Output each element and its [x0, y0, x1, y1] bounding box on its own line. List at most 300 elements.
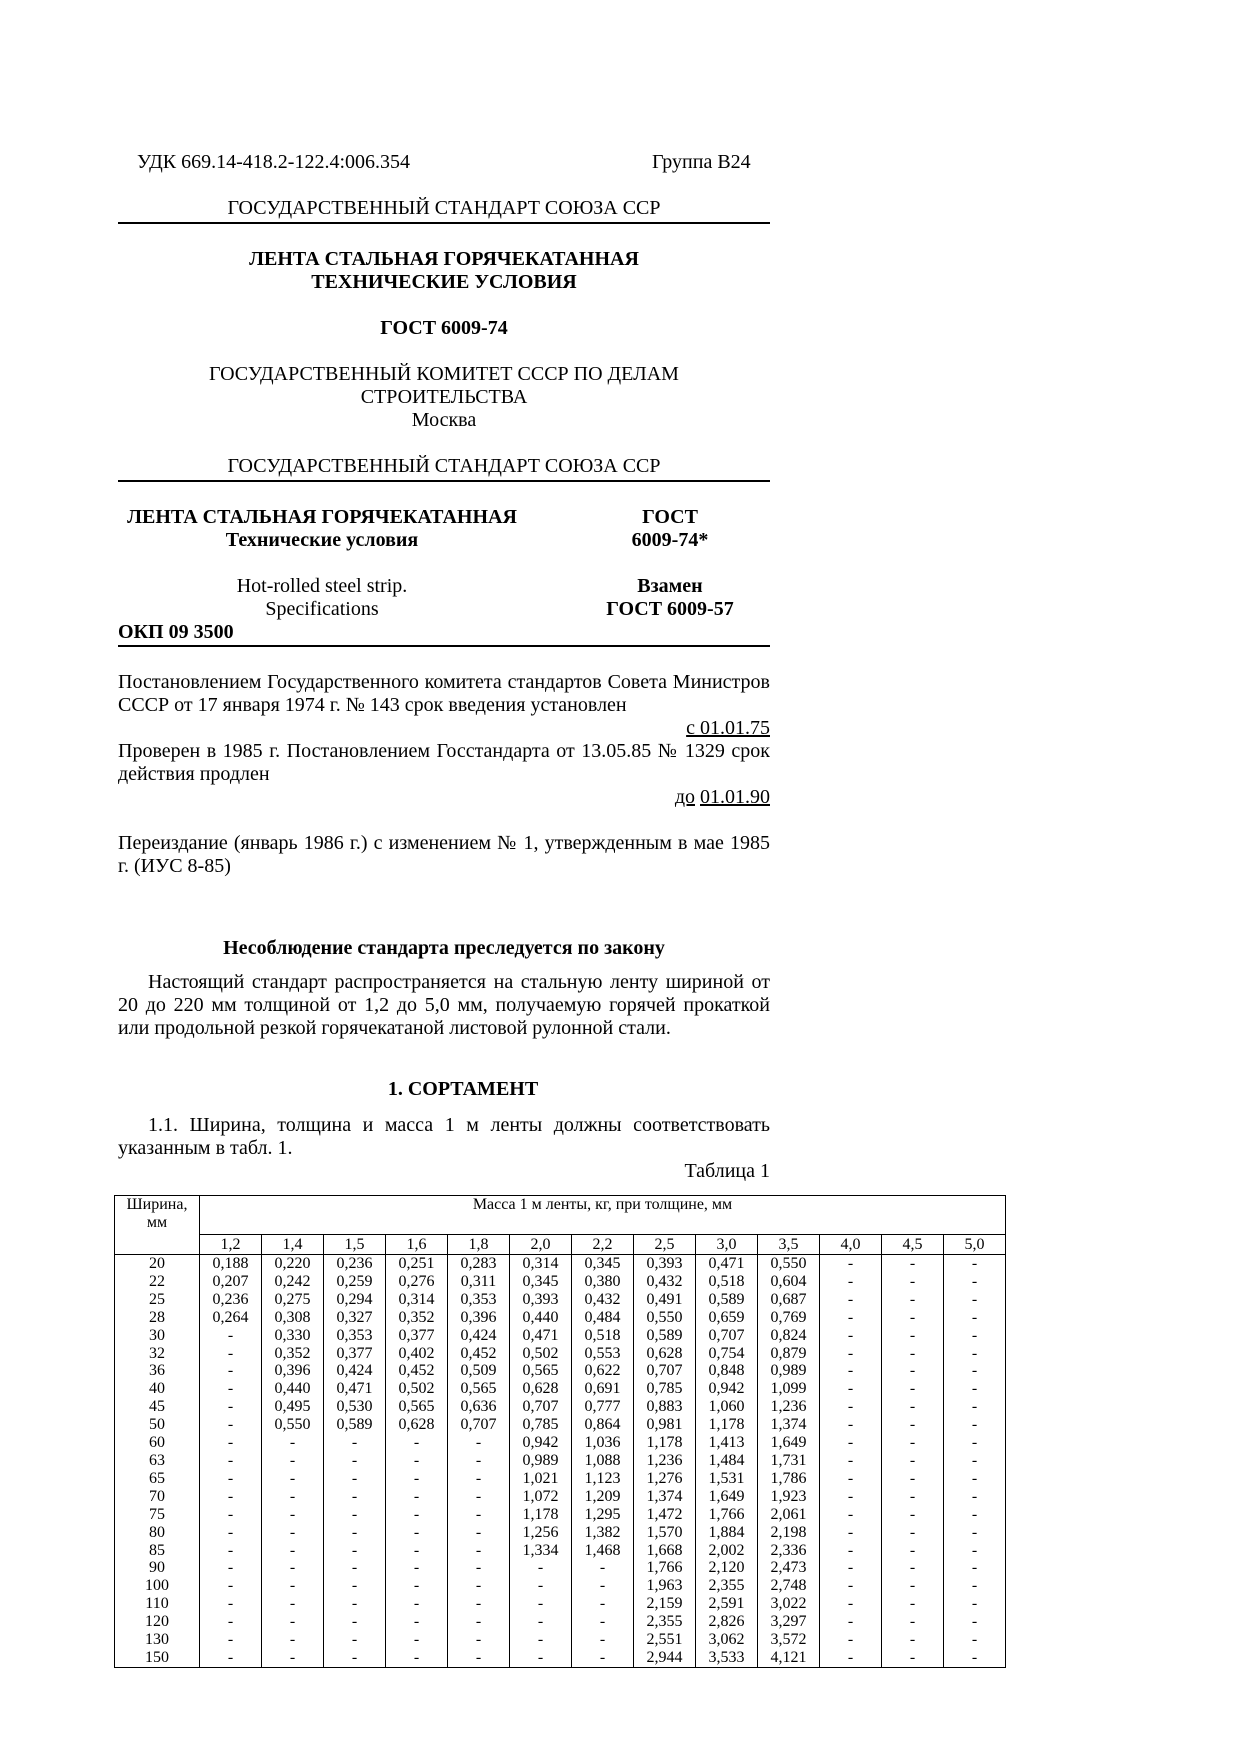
mass-cell: 0,283 [448, 1255, 510, 1273]
section-title: 1. СОРТАМЕНТ [387, 1078, 539, 1100]
mass-cell: - [448, 1488, 510, 1506]
mass-cell: 1,531 [696, 1470, 758, 1488]
mass-cell: 1,766 [634, 1559, 696, 1577]
mass-cell: 0,440 [262, 1380, 324, 1398]
mass-cell: - [386, 1613, 448, 1631]
mass-cell: - [820, 1577, 882, 1595]
width-cell: 150 [115, 1649, 200, 1667]
mass-cell: - [882, 1649, 944, 1667]
mass-cell: 0,396 [448, 1309, 510, 1327]
mass-cell: 1,123 [572, 1470, 634, 1488]
mass-cell: - [944, 1631, 1006, 1649]
title-ru [118, 506, 526, 552]
table-row [115, 1559, 1006, 1577]
table-caption: Таблица 1 [684, 1160, 770, 1182]
mass-cell: - [386, 1649, 448, 1667]
mass-cell: 0,785 [510, 1416, 572, 1434]
mass-cell: 1,884 [696, 1524, 758, 1542]
thickness-header: 5,0 [944, 1235, 1006, 1255]
mass-cell: 0,327 [324, 1309, 386, 1327]
mass-cell: - [200, 1470, 262, 1488]
mass-cell: - [448, 1452, 510, 1470]
mass-cell: - [572, 1577, 634, 1595]
mass-cell: - [200, 1649, 262, 1667]
thickness-header: 1,2 [200, 1235, 262, 1255]
mass-cell: - [262, 1649, 324, 1667]
mass-cell: 1,649 [758, 1434, 820, 1452]
mass-cell: - [882, 1309, 944, 1327]
mass-cell: - [820, 1559, 882, 1577]
mass-cell: - [944, 1398, 1006, 1416]
mass-cell: 0,687 [758, 1291, 820, 1309]
mass-cell: - [262, 1488, 324, 1506]
mass-cell: - [882, 1255, 944, 1273]
effective-date: с 01.01.75 [686, 717, 770, 739]
mass-cell: 0,824 [758, 1327, 820, 1345]
mass-cell: 0,550 [262, 1416, 324, 1434]
mass-cell: 0,294 [324, 1291, 386, 1309]
mass-cell: 0,942 [696, 1380, 758, 1398]
width-cell: 120 [115, 1613, 200, 1631]
mass-cell: 0,989 [758, 1362, 820, 1380]
table-row [115, 1273, 1006, 1291]
mass-cell: - [882, 1380, 944, 1398]
mass-cell: - [200, 1488, 262, 1506]
width-cell: 65 [115, 1470, 200, 1488]
mass-cell: 1,731 [758, 1452, 820, 1470]
mass-cell: 1,766 [696, 1506, 758, 1524]
width-cell: 90 [115, 1559, 200, 1577]
mass-cell: - [200, 1362, 262, 1380]
mass-cell: - [200, 1542, 262, 1560]
group-code: Группа В24 [652, 151, 751, 173]
mass-cell: 0,432 [572, 1291, 634, 1309]
mass-cell: 0,311 [448, 1273, 510, 1291]
table-row [115, 1291, 1006, 1309]
mass-cell: - [386, 1631, 448, 1649]
mass-cell: 0,691 [572, 1380, 634, 1398]
width-cell: 63 [115, 1452, 200, 1470]
mass-cell: - [324, 1613, 386, 1631]
thickness-header: 3,5 [758, 1235, 820, 1255]
mass-cell: 0,879 [758, 1345, 820, 1363]
mass-cell: - [262, 1452, 324, 1470]
width-cell: 75 [115, 1506, 200, 1524]
mass-cell: 0,259 [324, 1273, 386, 1291]
mass-cell: - [882, 1398, 944, 1416]
mass-cell: 1,374 [634, 1488, 696, 1506]
width-cell: 130 [115, 1631, 200, 1649]
width-cell: 85 [115, 1542, 200, 1560]
mass-cell: 2,355 [634, 1613, 696, 1631]
mass-cell: - [820, 1542, 882, 1560]
mass-cell: - [882, 1273, 944, 1291]
mass-cell: - [386, 1488, 448, 1506]
table-row [115, 1577, 1006, 1595]
mass-cell: 0,402 [386, 1345, 448, 1363]
mass-cell: 0,509 [448, 1362, 510, 1380]
mass-cell: - [820, 1380, 882, 1398]
mass-cell: - [882, 1577, 944, 1595]
title-en-line: Hot-rolled steel strip. [236, 575, 408, 597]
mass-cell: - [324, 1577, 386, 1595]
mass-cell: - [448, 1613, 510, 1631]
mass-cell: - [820, 1595, 882, 1613]
table-row [115, 1524, 1006, 1542]
mass-cell: 0,452 [448, 1345, 510, 1363]
mass-cell: 0,264 [200, 1309, 262, 1327]
mass-cell: 1,060 [696, 1398, 758, 1416]
mass-cell: - [944, 1434, 1006, 1452]
table-row [115, 1398, 1006, 1416]
table-row [115, 1488, 1006, 1506]
mass-cell: - [386, 1524, 448, 1542]
mass-cell: - [882, 1488, 944, 1506]
mass-cell: 0,207 [200, 1273, 262, 1291]
table-row [115, 1434, 1006, 1452]
width-column-header: Ширина, мм [115, 1196, 200, 1255]
cover-title-line1: ЛЕНТА СТАЛЬНАЯ ГОРЯЧЕКАТАННАЯ [249, 248, 639, 270]
mass-cell: 0,502 [510, 1345, 572, 1363]
mass-cell: - [944, 1452, 1006, 1470]
mass-cell: - [944, 1327, 1006, 1345]
mass-cell: 1,484 [696, 1452, 758, 1470]
mass-cell: - [820, 1273, 882, 1291]
mass-cell: 0,628 [386, 1416, 448, 1434]
mass-cell: 0,236 [200, 1291, 262, 1309]
table-row [115, 1416, 1006, 1434]
mass-cell: 1,236 [634, 1452, 696, 1470]
mass-cell: 0,530 [324, 1398, 386, 1416]
mass-cell: - [820, 1470, 882, 1488]
mass-cell: - [944, 1416, 1006, 1434]
mass-cell: 0,518 [696, 1273, 758, 1291]
mass-cell: 0,471 [510, 1327, 572, 1345]
mass-cell: - [944, 1309, 1006, 1327]
mass-cell: - [262, 1524, 324, 1542]
mass-cell: 1,374 [758, 1416, 820, 1434]
mass-cell: 0,345 [572, 1255, 634, 1273]
mass-cell: - [262, 1470, 324, 1488]
cover-title [118, 248, 770, 294]
mass-cell: - [200, 1524, 262, 1542]
mass-cell: 0,565 [448, 1380, 510, 1398]
mass-cell: 1,786 [758, 1470, 820, 1488]
mass-cell: - [944, 1524, 1006, 1542]
mass-cell: - [200, 1452, 262, 1470]
mass-cell: 1,256 [510, 1524, 572, 1542]
width-cell: 70 [115, 1488, 200, 1506]
replaces-block [580, 575, 760, 621]
mass-cell: - [200, 1631, 262, 1649]
mass-cell: - [386, 1542, 448, 1560]
mass-cell: 0,330 [262, 1327, 324, 1345]
mass-cell: 1,036 [572, 1434, 634, 1452]
mass-cell: - [324, 1506, 386, 1524]
mass-cell: - [510, 1577, 572, 1595]
mass-cell: 0,628 [634, 1345, 696, 1363]
thickness-header: 4,5 [882, 1235, 944, 1255]
mass-cell: - [448, 1649, 510, 1667]
mass-cell: - [262, 1613, 324, 1631]
table-row [115, 1595, 1006, 1613]
mass-cell: - [200, 1595, 262, 1613]
thickness-header: 1,6 [386, 1235, 448, 1255]
mass-cell: - [944, 1470, 1006, 1488]
mass-cell: - [324, 1649, 386, 1667]
thickness-header: 1,4 [262, 1235, 324, 1255]
mass-cell: 0,484 [572, 1309, 634, 1327]
mass-cell: 1,088 [572, 1452, 634, 1470]
extended-prefix: до [674, 786, 695, 808]
mass-cell: 3,533 [696, 1649, 758, 1667]
mass-cell: - [448, 1434, 510, 1452]
mass-cell: 0,785 [634, 1380, 696, 1398]
reissue-text: Переиздание (январь 1986 г.) с изменением № 1, утвержденным в мае 1985 г. (ИУС 8-85) [118, 832, 770, 877]
mass-cell: - [386, 1434, 448, 1452]
mass-cell: 2,473 [758, 1559, 820, 1577]
mass-cell: 2,120 [696, 1559, 758, 1577]
width-cell: 25 [115, 1291, 200, 1309]
width-cell: 20 [115, 1255, 200, 1273]
mass-cell: 1,021 [510, 1470, 572, 1488]
mass-cell: 1,668 [634, 1542, 696, 1560]
mass-cell: 1,570 [634, 1524, 696, 1542]
mass-cell: - [944, 1542, 1006, 1560]
mass-cell: - [882, 1452, 944, 1470]
mass-cell: - [200, 1506, 262, 1524]
mass-cell: 1,963 [634, 1577, 696, 1595]
mass-header: Масса 1 м ленты, кг, при толщине, мм [200, 1196, 1006, 1235]
mass-cell: 0,377 [324, 1345, 386, 1363]
mass-cell: 0,251 [386, 1255, 448, 1273]
mass-cell: 2,551 [634, 1631, 696, 1649]
table-row [115, 1327, 1006, 1345]
mass-cell: 0,754 [696, 1345, 758, 1363]
mass-cell: - [448, 1506, 510, 1524]
mass-cell: - [262, 1542, 324, 1560]
scope-paragraph: Настоящий стандарт распространяется на стальную ленту шириной от 20 до 220 мм толщиной от 1,2 до 5,0 мм, получаемую горячей прокаткой или продольной резкой горячекатаной листовой рулонной стали. [118, 971, 770, 1039]
mass-cell: 0,589 [324, 1416, 386, 1434]
mass-cell: 0,424 [448, 1327, 510, 1345]
mass-cell: 0,352 [262, 1345, 324, 1363]
mass-cell: 0,981 [634, 1416, 696, 1434]
mass-cell: - [262, 1434, 324, 1452]
mass-cell: - [324, 1434, 386, 1452]
mass-cell: - [200, 1345, 262, 1363]
mass-cell: - [944, 1380, 1006, 1398]
subtitle-en: Specifications [265, 598, 379, 620]
mass-cell: - [510, 1559, 572, 1577]
width-cell: 100 [115, 1577, 200, 1595]
mass-cell: - [200, 1559, 262, 1577]
mass-cell: 0,471 [324, 1380, 386, 1398]
table-row [115, 1380, 1006, 1398]
mass-cell: 0,353 [448, 1291, 510, 1309]
thickness-header: 2,0 [510, 1235, 572, 1255]
mass-cell: - [510, 1649, 572, 1667]
mass-cell: 0,707 [634, 1362, 696, 1380]
mass-cell: 2,061 [758, 1506, 820, 1524]
mass-cell: - [944, 1506, 1006, 1524]
mass-cell: - [386, 1595, 448, 1613]
mass-table [114, 1195, 1006, 1668]
warning: Несоблюдение стандарта преследуется по закону [223, 937, 665, 959]
mass-cell: - [262, 1559, 324, 1577]
mass-cell: 0,380 [572, 1273, 634, 1291]
mass-cell: - [882, 1345, 944, 1363]
mass-cell: 1,413 [696, 1434, 758, 1452]
divider [118, 645, 770, 647]
mass-cell: - [820, 1506, 882, 1524]
mass-cell: - [944, 1595, 1006, 1613]
mass-cell: 2,159 [634, 1595, 696, 1613]
mass-cell: 2,336 [758, 1542, 820, 1560]
table-row [115, 1452, 1006, 1470]
mass-cell: 0,707 [696, 1327, 758, 1345]
replaces-gost: ГОСТ 6009-57 [606, 598, 734, 620]
mass-cell: - [882, 1434, 944, 1452]
mass-cell: 1,072 [510, 1488, 572, 1506]
mass-cell: - [200, 1398, 262, 1416]
mass-cell: 0,440 [510, 1309, 572, 1327]
mass-cell: - [882, 1595, 944, 1613]
width-cell: 80 [115, 1524, 200, 1542]
mass-cell: - [386, 1559, 448, 1577]
mass-cell: - [944, 1613, 1006, 1631]
mass-cell: - [820, 1452, 882, 1470]
mass-cell: 1,382 [572, 1524, 634, 1542]
table-row [115, 1613, 1006, 1631]
mass-cell: 3,572 [758, 1631, 820, 1649]
mass-cell: - [820, 1398, 882, 1416]
mass-cell: - [882, 1416, 944, 1434]
mass-cell: 1,099 [758, 1380, 820, 1398]
mass-cell: 1,236 [758, 1398, 820, 1416]
mass-cell: - [386, 1470, 448, 1488]
mass-cell: 1,295 [572, 1506, 634, 1524]
mass-cell: 0,495 [262, 1398, 324, 1416]
mass-cell: 0,314 [386, 1291, 448, 1309]
mass-cell: 0,848 [696, 1362, 758, 1380]
mass-cell: 2,826 [696, 1613, 758, 1631]
mass-cell: 1,334 [510, 1542, 572, 1560]
mass-cell: 1,468 [572, 1542, 634, 1560]
committee [118, 363, 770, 432]
mass-cell: - [200, 1380, 262, 1398]
table-row [115, 1506, 1006, 1524]
mass-cell: - [324, 1631, 386, 1649]
mass-cell: - [882, 1291, 944, 1309]
mass-cell: - [324, 1524, 386, 1542]
mass-cell: - [572, 1649, 634, 1667]
okp-code: ОКП 09 3500 [118, 621, 234, 643]
mass-cell: - [944, 1255, 1006, 1273]
state-standard-heading-2: ГОСУДАРСТВЕННЫЙ СТАНДАРТ СОЮЗА ССР [227, 455, 661, 477]
divider [118, 480, 770, 482]
mass-cell: - [820, 1327, 882, 1345]
mass-cell: 3,022 [758, 1595, 820, 1613]
decree-text: Постановлением Государственного комитета стандартов Совета Министров СССР от 17 января 1974 г. № 143 срок введения установлен [118, 671, 770, 716]
mass-cell: 1,178 [696, 1416, 758, 1434]
mass-cell: 1,923 [758, 1488, 820, 1506]
thickness-header: 1,8 [448, 1235, 510, 1255]
mass-cell: 0,636 [448, 1398, 510, 1416]
table-row [115, 1309, 1006, 1327]
mass-cell: - [200, 1613, 262, 1631]
mass-cell: 4,121 [758, 1649, 820, 1667]
mass-cell: - [944, 1291, 1006, 1309]
mass-cell: 0,424 [324, 1362, 386, 1380]
mass-cell: 0,553 [572, 1345, 634, 1363]
table-row [115, 1255, 1006, 1273]
table-row [115, 1542, 1006, 1560]
mass-cell: 0,707 [510, 1398, 572, 1416]
thickness-header-row [115, 1235, 1006, 1255]
gost-number: 6009-74* [631, 529, 709, 551]
mass-cell: - [820, 1416, 882, 1434]
mass-cell: 0,275 [262, 1291, 324, 1309]
width-cell: 36 [115, 1362, 200, 1380]
mass-cell: - [820, 1362, 882, 1380]
mass-cell: - [882, 1613, 944, 1631]
mass-cell: - [882, 1362, 944, 1380]
replaces-label: Взамен [637, 575, 703, 597]
thickness-header: 1,5 [324, 1235, 386, 1255]
mass-cell: - [510, 1613, 572, 1631]
mass-cell: 0,604 [758, 1273, 820, 1291]
mass-cell: - [820, 1434, 882, 1452]
mass-cell: - [200, 1416, 262, 1434]
city: Москва [411, 409, 477, 431]
state-standard-heading: ГОСУДАРСТВЕННЫЙ СТАНДАРТ СОЮЗА ССР [227, 197, 661, 219]
mass-cell: - [820, 1631, 882, 1649]
mass-cell: - [882, 1470, 944, 1488]
mass-cell: 0,393 [510, 1291, 572, 1309]
checked-text: Проверен в 1985 г. Постановлением Госстандарта от 13.05.85 № 1329 срок действия продлен [118, 740, 770, 785]
mass-cell: - [572, 1595, 634, 1613]
subtitle-ru: Технические условия [225, 529, 419, 551]
mass-cell: 0,565 [386, 1398, 448, 1416]
mass-cell: - [820, 1613, 882, 1631]
gost-number-block [580, 506, 760, 552]
table-1 [114, 1195, 1006, 1668]
cover-gost: ГОСТ 6009-74 [380, 317, 508, 339]
mass-cell: 0,864 [572, 1416, 634, 1434]
mass-cell: - [820, 1345, 882, 1363]
mass-cell: 0,769 [758, 1309, 820, 1327]
mass-cell: 3,297 [758, 1613, 820, 1631]
cover-title-line2: ТЕХНИЧЕСКИЕ УСЛОВИЯ [311, 271, 577, 293]
mass-cell: - [448, 1470, 510, 1488]
mass-cell: - [448, 1577, 510, 1595]
mass-cell: - [324, 1488, 386, 1506]
title-en [118, 575, 526, 621]
width-cell: 30 [115, 1327, 200, 1345]
mass-cell: - [448, 1631, 510, 1649]
mass-cell: - [572, 1631, 634, 1649]
clause-1-1: 1.1. Ширина, толщина и масса 1 м ленты должны соответствовать указанным в табл. 1. [118, 1114, 770, 1159]
width-cell: 22 [115, 1273, 200, 1291]
mass-cell: - [820, 1309, 882, 1327]
mass-cell: 1,472 [634, 1506, 696, 1524]
mass-cell: - [262, 1595, 324, 1613]
mass-cell: 0,396 [262, 1362, 324, 1380]
mass-cell: 0,314 [510, 1255, 572, 1273]
width-cell: 60 [115, 1434, 200, 1452]
mass-cell: - [262, 1577, 324, 1595]
gost-label: ГОСТ [642, 506, 698, 528]
